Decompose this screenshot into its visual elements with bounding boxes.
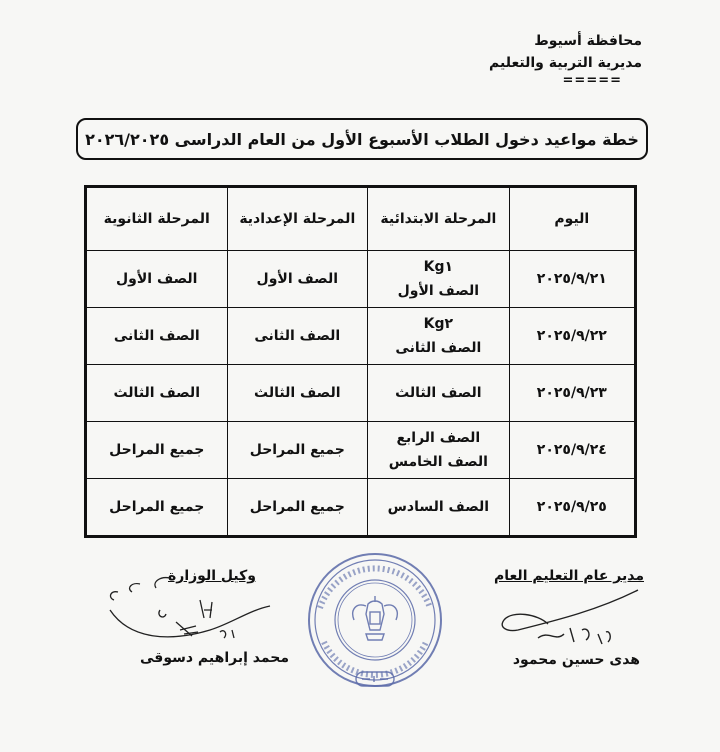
cell-day: ٢٠٢٥/٩/٢٥	[509, 479, 635, 537]
cell-day: ٢٠٢٥/٩/٢١	[509, 251, 635, 308]
cell-day: ٢٠٢٥/٩/٢٤	[509, 422, 635, 479]
cell-secondary: الصف الأول	[86, 251, 228, 308]
table-row	[86, 479, 636, 537]
cell-primary-line: الصف الرابع	[396, 430, 481, 446]
cell-primary-line: الصف الثالث	[395, 385, 482, 401]
cell-secondary: الصف الثانى	[86, 308, 228, 365]
document-title	[76, 118, 648, 160]
left-signatory-name: محمد إبراهيم دسوقى	[140, 650, 290, 666]
cell-primary	[368, 365, 510, 422]
official-stamp	[300, 548, 450, 698]
cell-primary-line: الصف السادس	[387, 499, 490, 515]
cell-primary	[368, 422, 510, 479]
eagle-emblem-icon	[353, 596, 398, 640]
cell-primary-line: الصف الأول	[397, 283, 480, 299]
cell-secondary: جميع المراحل	[86, 479, 228, 537]
letterhead	[442, 30, 642, 88]
table-row	[86, 422, 636, 479]
cell-primary-line: Kg٢	[423, 316, 454, 332]
cell-primary	[368, 479, 510, 537]
right-signatory-name: هدى حسين محمود	[512, 652, 640, 668]
cell-primary	[368, 251, 510, 308]
document-title-text: خطة مواعيد دخول الطلاب الأسبوع الأول من العام الدراسى ٢٠٢٦/٢٠٢٥	[85, 129, 639, 149]
cell-prep: الصف الثانى	[227, 308, 368, 365]
cell-day: ٢٠٢٥/٩/٢٢	[509, 308, 635, 365]
header-primary: المرحلة الابتدائية	[368, 187, 510, 251]
directorate-name: مديرية التربية والتعليم	[489, 55, 642, 71]
cell-prep: الصف الأول	[227, 251, 368, 308]
left-signatory-title: وكيل الوزارة	[168, 568, 256, 584]
cell-day: ٢٠٢٥/٩/٢٣	[509, 365, 635, 422]
cell-primary	[368, 308, 510, 365]
table-row	[86, 308, 636, 365]
table-row	[86, 251, 636, 308]
cell-prep: جميع المراحل	[227, 479, 368, 537]
cell-prep: جميع المراحل	[227, 422, 368, 479]
cell-secondary: جميع المراحل	[86, 422, 228, 479]
governorate-name: محافظة أسيوط	[534, 33, 642, 49]
header-separator: =====	[562, 73, 622, 88]
cell-primary-line: الصف الخامس	[388, 454, 488, 470]
header-secondary: المرحلة الثانوية	[86, 187, 228, 251]
right-signatory-title: مدير عام التعليم العام	[494, 568, 644, 584]
schedule-table	[84, 185, 637, 538]
cell-primary-line: Kg١	[423, 259, 454, 275]
right-handwritten-signature	[478, 580, 648, 650]
table-header-row	[86, 187, 636, 251]
cell-prep: الصف الثالث	[227, 365, 368, 422]
cell-primary-line: الصف الثانى	[395, 340, 482, 356]
cell-secondary: الصف الثالث	[86, 365, 228, 422]
header-day: اليوم	[509, 187, 635, 251]
table-row	[86, 365, 636, 422]
header-prep: المرحلة الإعدادية	[227, 187, 368, 251]
left-handwritten-signature	[100, 570, 290, 650]
